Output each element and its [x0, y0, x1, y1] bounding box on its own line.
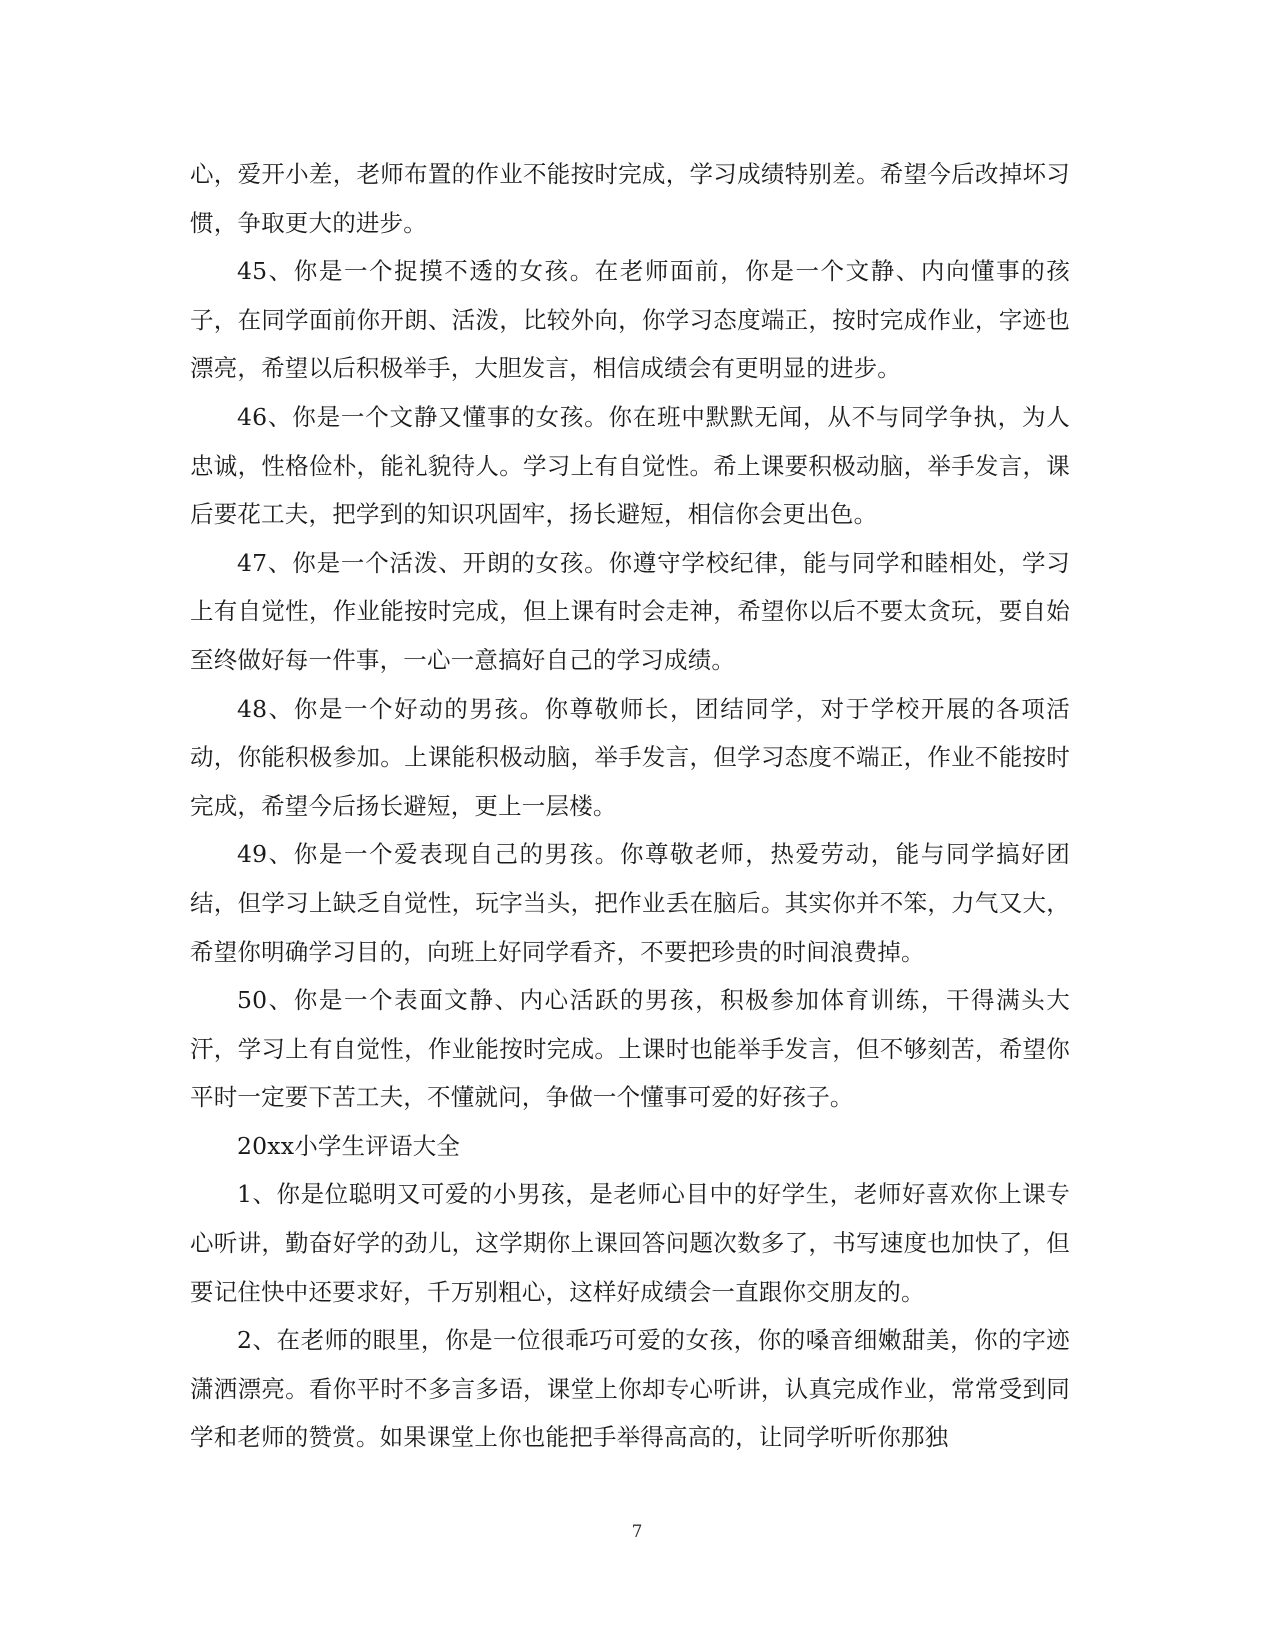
page-number: 7 [631, 1522, 643, 1542]
paragraph-49: 49、你是一个爱表现自己的男孩。你尊敬老师，热爱劳动，能与同学搞好团结，但学习上缺乏自觉性，玩字当头，把作业丢在脑后。其实你并不笨，力气又大，希望你明确学习目的，向班上好同学看齐，不要把珍贵的时间浪费掉。 [190, 840, 1070, 966]
paragraph-47: 47、你是一个活泼、开朗的女孩。你遵守学校纪律，能与同学和睦相处，学习上有自觉性，作业能按时完成，但上课有时会走神，希望你以后不要太贪玩，要自始至终做好每一件事，一心一意搞好自己的学习成绩。 [190, 548, 1070, 674]
paragraph-1: 1、你是位聪明又可爱的小男孩，是老师心目中的好学生，老师好喜欢你上课专心听讲，勤奋好学的劲儿，这学期你上课回答问题次数多了，书写速度也加快了，但要记住快中还要求好，千万别粗心，这样好成绩会一直跟你交朋友的。 [190, 1180, 1070, 1306]
paragraph-48: 48、你是一个好动的男孩。你尊敬师长，团结同学，对于学校开展的各项活动，你能积极参加。上课能积极动脑，举手发言，但学习态度不端正，作业不能按时完成，希望今后扬长避短，更上一层楼。 [190, 694, 1070, 820]
document-body [190, 150, 1070, 1462]
paragraph-continuation: 心，爱开小差，老师布置的作业不能按时完成，学习成绩特别差。希望今后改掉坏习惯，争取更大的进步。 [190, 160, 1070, 237]
paragraph-50: 50、你是一个表面文静、内心活跃的男孩，积极参加体育训练，干得满头大汗，学习上有自觉性，作业能按时完成。上课时也能举手发言，但不够刻苦，希望你平时一定要下苦工夫，不懂就问，争做一个懂事可爱的好孩子。 [190, 986, 1070, 1112]
paragraph-2: 2、在老师的眼里，你是一位很乖巧可爱的女孩，你的嗓音细嫩甜美，你的字迹潇洒漂亮。看你平时不多言多语，课堂上你却专心听讲，认真完成作业，常常受到同学和老师的赞赏。如果课堂上你也能把手举得高高的，让同学听听你那独 [190, 1326, 1070, 1452]
paragraph-46: 46、你是一个文静又懂事的女孩。你在班中默默无闻，从不与同学争执，为人忠诚，性格俭朴，能礼貌待人。学习上有自觉性。希上课要积极动脑，举手发言，课后要花工夫，把学到的知识巩固牢，扬长避短，相信你会更出色。 [190, 402, 1070, 529]
section-heading: 20xx小学生评语大全 [237, 1131, 461, 1160]
paragraph-45: 45、你是一个捉摸不透的女孩。在老师面前，你是一个文静、内向懂事的孩子，在同学面前你开朗、活泼，比较外向，你学习态度端正，按时完成作业，字迹也漂亮，希望以后积极举手，大胆发言，相信成绩会有更明显的进步。 [190, 257, 1070, 383]
